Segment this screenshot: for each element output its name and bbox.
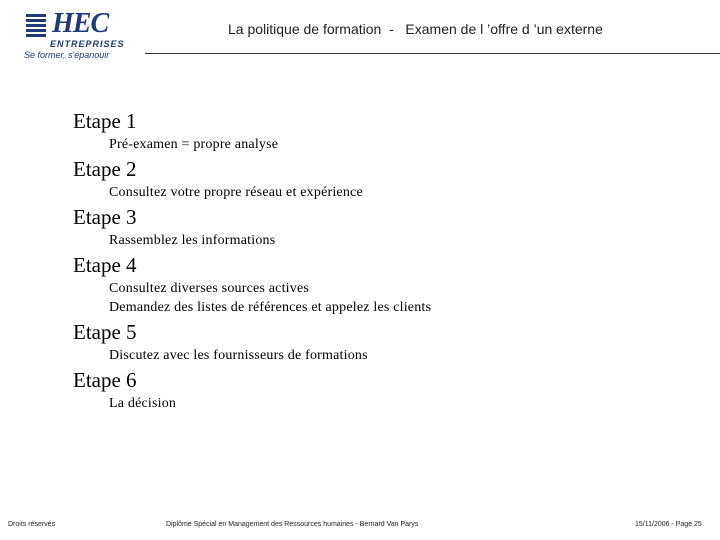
step-1-line-1: Pré-examen = propre analyse bbox=[109, 137, 279, 152]
step-3-line-1: Rassemblez les informations bbox=[109, 233, 276, 248]
step-6-title: Etape 6 bbox=[73, 368, 137, 392]
footer-date-page: 15/11/2006 - Page 25 bbox=[635, 521, 702, 528]
logo-tagline: Se former, s'épanouir bbox=[24, 50, 110, 60]
step-4-title: Etape 4 bbox=[73, 253, 137, 277]
step-1-title: Etape 1 bbox=[73, 109, 137, 133]
logo-subbrand: ENTREPRISES bbox=[50, 39, 125, 49]
slide-title: La politique de formation - Examen de l ’offre d ’un externe bbox=[228, 21, 603, 37]
step-6-line-1: La décision bbox=[109, 396, 177, 411]
logo-brand: HEC bbox=[52, 8, 109, 39]
step-5-line-1: Discutez avec les fournisseurs de formations bbox=[109, 348, 368, 363]
step-3-title: Etape 3 bbox=[73, 205, 137, 229]
step-4-line-2: Demandez des listes de références et appelez les clients bbox=[109, 300, 432, 315]
step-5-title: Etape 5 bbox=[73, 320, 137, 344]
footer-rights: Droits réservés bbox=[8, 521, 56, 528]
footer-course: Diplôme Spécial en Management des Ressources humaines - Bernard Van Parys bbox=[166, 521, 419, 528]
step-2-title: Etape 2 bbox=[73, 157, 137, 181]
step-2-line-1: Consultez votre propre réseau et expérience bbox=[109, 185, 363, 200]
step-4-line-1: Consultez diverses sources actives bbox=[109, 281, 310, 296]
